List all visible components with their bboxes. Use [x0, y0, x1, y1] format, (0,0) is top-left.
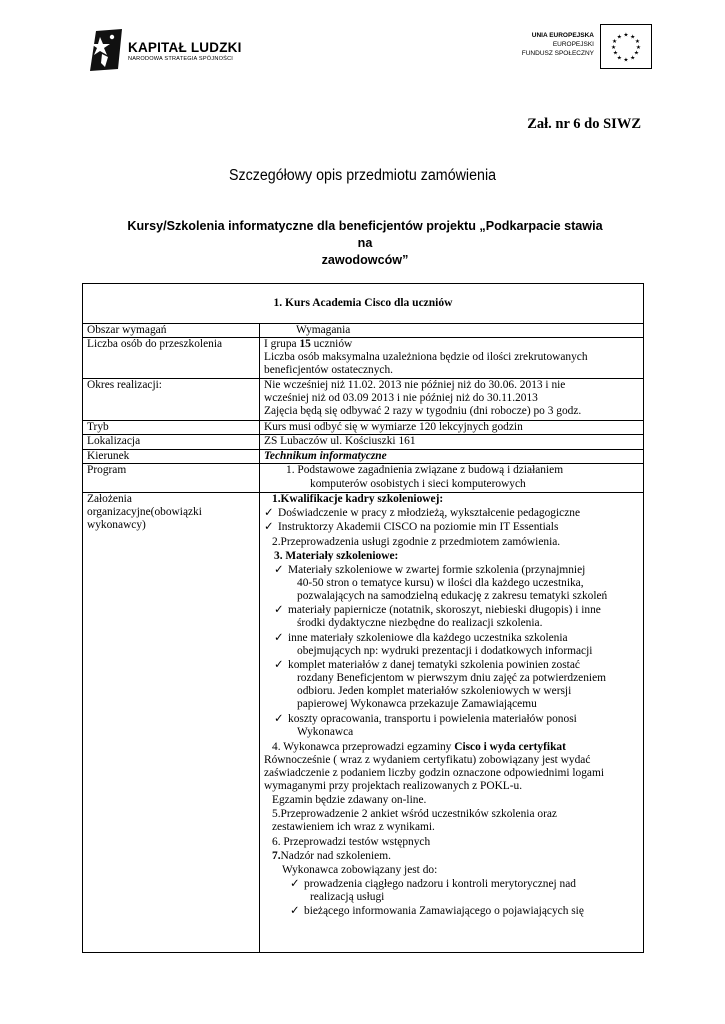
svg-text:★: ★ [616, 34, 622, 41]
list-item-cont: Wykonawca [297, 726, 354, 738]
eu-line-1: UNIA EUROPEJSKA [531, 32, 594, 39]
period-label: Okres realizacji: [87, 379, 162, 391]
supervision-heading: 7.Nadzór nad szkoleniem. [272, 850, 391, 862]
tests-line: 6. Przeprowadzi testów wstępnych [272, 836, 431, 848]
table-title: 1. Kurs Academia Cisco dla uczniów [273, 297, 453, 309]
subtitle-line-1: Kursy/Szkolenia informatyczne dla beneficjentów projektu „Podkarpacie stawia na [127, 219, 603, 250]
exam-text: Równocześnie ( wraz z wydaniem certyfikatu) zobowiązany jest wydać [264, 754, 591, 766]
period-line-1: Nie wcześniej niż 11.02. 2013 nie później niż do 30.06. 2013 i nie [264, 379, 566, 391]
checkmark-icon: ✓ [264, 507, 274, 519]
survey-line: zestawieniem ich wraz z wynikami. [272, 821, 435, 833]
supervision-text: Wykonawca zobowiązany jest do: [282, 864, 438, 876]
checkmark-icon: ✓ [274, 632, 284, 644]
direction-value: Technikum informatyczne [264, 450, 387, 462]
col-header-requirements: Wymagania [296, 324, 351, 336]
svg-text:★: ★ [630, 34, 636, 41]
count-line-1: I grupa 15 uczniów [264, 338, 353, 350]
list-item: ✓ Instruktorzy Akademii CISCO na poziomie min IT Essentials [264, 521, 559, 533]
list-item: ✓ Doświadczenie w pracy z młodzieżą, wykształcenie pedagogiczne [264, 507, 581, 519]
assumptions-label-3: wykonawcy) [87, 519, 146, 531]
direction-label: Kierunek [87, 450, 130, 462]
mode-label: Tryb [87, 421, 109, 433]
svg-text:★: ★ [630, 55, 636, 62]
list-item-cont: środki dydaktyczne niezbędne do realizacji szkolenia. [297, 617, 543, 629]
col-header-area: Obszar wymagań [87, 324, 167, 336]
checkmark-icon: ✓ [274, 604, 284, 616]
page-title: Szczegółowy opis przedmiotu zamówienia [228, 167, 497, 184]
list-item: 2.Przeprowadzenia usługi zgodnie z przedmiotem zamówienia. [272, 536, 561, 548]
list-item: ✓ inne materiały szkoleniowe dla każdego uczestnika szkolenia [274, 632, 568, 644]
list-item: ✓ Materiały szkoleniowe w zwartej formie szkolenia (przynajmniej [274, 564, 586, 576]
list-item: ✓ bieżącego informowania Zamawiającego o pojawiających się [290, 905, 584, 917]
exam-text: Egzamin będzie zdawany on-line. [272, 794, 427, 806]
column-divider [259, 323, 260, 953]
eu-flag-icon [600, 24, 652, 69]
eu-line-3: FUNDUSZ SPOŁECZNY [521, 50, 594, 57]
survey-line: 5.Przeprowadzenie 2 ankiet wśród uczestników szkolenia oraz [272, 808, 557, 820]
program-line-1: 1. Podstawowe zagadnienia związane z budową i działaniem [286, 464, 564, 476]
program-line-2: komputerów osobistych i sieci komputerowych [310, 478, 526, 490]
list-item: ✓ prowadzenia ciągłego nadzoru i kontroli merytorycznej nad [290, 878, 577, 890]
list-item-cont: rozdany Beneficjentom w pierwszym dniu zajęć za potwierdzeniem [297, 672, 607, 684]
attachment-label: Zał. nr 6 do SIWZ [527, 116, 641, 132]
kapital-ludzki-logo-icon [88, 27, 124, 73]
list-item-cont: 40-50 stron o tematyce kursu) w ilości dla każdego uczestnika, [297, 577, 584, 589]
assumptions-label-1: Założenia [87, 493, 132, 505]
svg-text:★: ★ [623, 57, 629, 64]
list-item-cont: pozwalających na samodzielną edukację z zakresu tematyki szkoleń [297, 590, 608, 602]
exam-text: zaświadczenie z podaniem liczby godzin oznaczone odpowiednimi logami [264, 767, 605, 779]
assumptions-label-2: organizacyjne(obowiązki [87, 506, 202, 518]
checkmark-icon: ✓ [264, 521, 274, 533]
checkmark-icon: ✓ [274, 564, 284, 576]
svg-text:★: ★ [633, 50, 640, 57]
exam-line: 4. Wykonawca przeprowadzi egzaminy Cisco i wyda certyfikat [272, 741, 566, 753]
list-item: ✓ komplet materiałów z danej tematyki szkolenia powinien zostać [274, 659, 580, 671]
materials-heading: 3. Materiały szkoleniowe: [274, 550, 399, 562]
location-value: ZS Lubaczów ul. Kościuszki 161 [264, 435, 416, 447]
checkmark-icon: ✓ [290, 878, 300, 890]
svg-text:★: ★ [611, 39, 618, 46]
qualifications-heading: 1.Kwalifikacje kadry szkoleniowej: [272, 493, 444, 505]
list-item-cont: obejmujących np: wydruki prezentacji i dodatkowych informacji [297, 645, 593, 657]
svg-text:★: ★ [635, 44, 641, 51]
list-item-cont: realizacją usługi [310, 891, 385, 903]
list-item: ✓ materiały papiernicze (notatnik, skoroszyt, niebieski długopis) i inne [274, 604, 601, 616]
svg-text:★: ★ [634, 39, 641, 46]
count-label: Liczba osób do przeszkolenia [87, 338, 223, 350]
svg-text:★: ★ [611, 44, 617, 51]
svg-text:★: ★ [623, 32, 629, 39]
count-line-3: beneficjentów ostatecznych. [264, 364, 394, 376]
list-item: ✓ koszty opracowania, transportu i powielenia materiałów ponosi [274, 713, 577, 725]
exam-text: wymaganymi przy projektach realizowanych z POKL-u. [264, 780, 523, 792]
eu-logo-text [510, 31, 594, 58]
checkmark-icon: ✓ [290, 905, 300, 917]
svg-text:★: ★ [612, 50, 619, 57]
checkmark-icon: ✓ [274, 659, 284, 671]
period-line-2: wcześniej niż od 03.09 2013 i nie później niż do 30.11.2013 [264, 392, 538, 404]
list-item-cont: odbioru. Jeden komplet materiałów szkoleniowych w wersji [297, 685, 572, 697]
subtitle-line-2: zawodowców” [321, 253, 409, 267]
location-label: Lokalizacja [87, 435, 141, 447]
mode-value: Kurs musi odbyć się w wymiarze 120 lekcyjnych godzin [264, 421, 523, 433]
kapital-ludzki-name: KAPITAŁ LUDZKI [128, 40, 242, 55]
period-line-3: Zajęcia będą się odbywać 2 razy w tygodniu (dni robocze) po 3 godz. [264, 405, 582, 417]
count-line-2: Liczba osób maksymalna uzależniona będzie od ilości zrekrutowanych [264, 351, 588, 363]
eu-line-2: EUROPEJSKI [552, 41, 594, 48]
page-subtitle [120, 218, 610, 269]
list-item-cont: papierowej Wykonawca przekazuje Zamawiającemu [297, 698, 537, 710]
program-label: Program [87, 464, 127, 476]
checkmark-icon: ✓ [274, 713, 284, 725]
svg-text:★: ★ [616, 55, 622, 62]
kapital-ludzki-subtitle: NARODOWA STRATEGIA SPÓJNOŚCI [128, 56, 234, 62]
